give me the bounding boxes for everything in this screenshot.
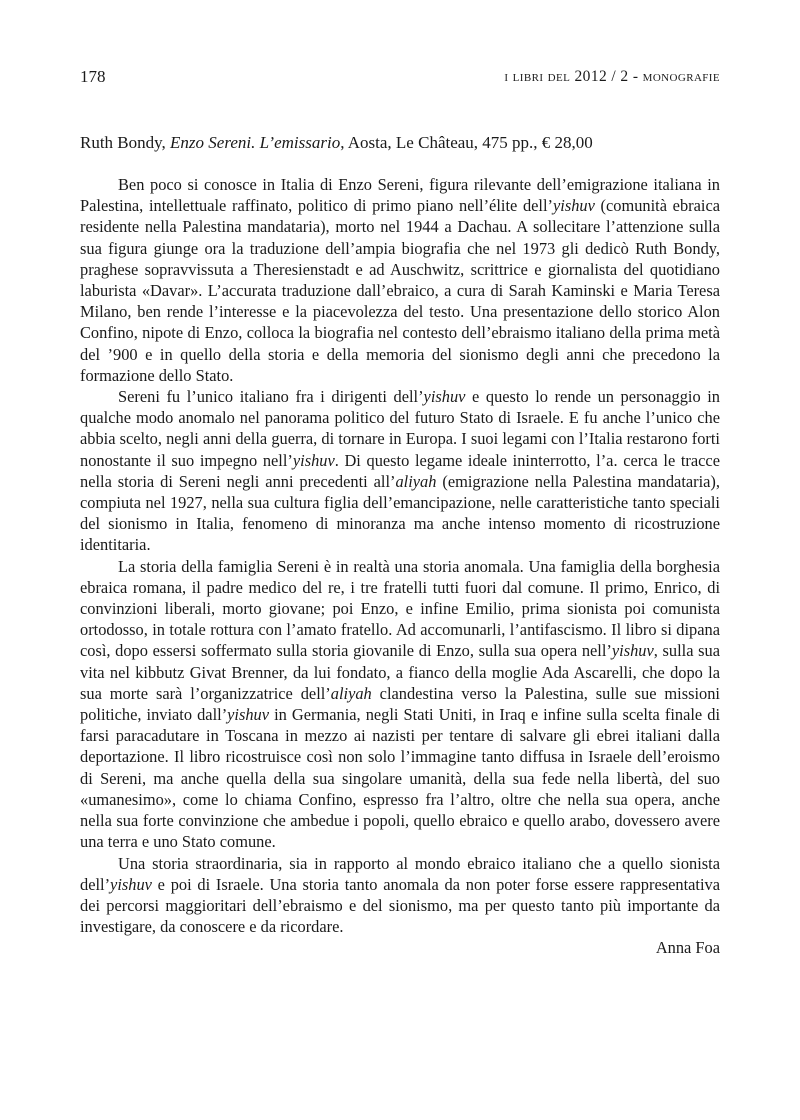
book-citation xyxy=(80,131,720,155)
italic-term: yishuv xyxy=(110,874,152,894)
text-run: Una storia straordinaria, sia in rapporto al mondo ebraico italiano che a quello sionista dell’ xyxy=(80,853,720,894)
italic-term: yishuv xyxy=(227,705,270,725)
text-run: (comunità ebraica residente nella Palestina mandataria), morto nel 1944 a Dachau. A sollecitare l’attenzione sulla sua figura giunge ora la traduzione dell’ampia biografia che nel 1973 gli dedicò Ruth Bondy, praghese sopravvissuta a Theresienstadt e ad Auschwitz, scrittrice e giornalista del quotidiano laburista «Davar». L’accurata traduzione dall’ebraico, a cura di Sarah Kaminski e Maria Teresa Milano, ben rende l’interesse e la piacevolezza del testo. Una presentazione dello storico Alon Confino, nipote di Enzo, colloca la biografia nel contesto dell’ebraismo italiano della prima metà del ’900 e in quello della storia e della memoria del sionismo degli anni che precedono la formazione dello Stato. xyxy=(80,196,720,385)
author-signature: Anna Foa xyxy=(655,938,720,958)
text-run: , sulla sua vita nel kibbutz Givat Brenner, da lui fondato, a fianco della moglie Ada Ascarelli, che dopo la sua morte sarà l’organizzatrice dell’ xyxy=(80,641,720,703)
text-run: La storia della famiglia Sereni è in realtà una storia anomala. Una famiglia della borghesia ebraica romana, il padre medico del re, i tre fratelli tutti fuori dal comune. Il primo, Enrico, di convinzioni liberali, morto giovane; poi Enzo, e infine Emilio, prima sionista poi comunista ortodosso, in totale rottura con l’amato fratello. Ad accomunarli, l’antifascismo. Il libro si dipana così, dopo essersi soffermato sulla storia giovanile di Enzo, sulla sua opera nell’ xyxy=(80,556,720,661)
italic-term: aliyah xyxy=(330,683,372,703)
text-run: . Di questo legame ideale ininterrotto, l’a. cerca le tracce nella storia di Sereni negli anni precedenti all’ xyxy=(80,450,720,491)
paragraph xyxy=(80,853,720,938)
paragraph xyxy=(80,556,720,853)
italic-term: yishuv xyxy=(423,387,466,407)
italic-term: yishuv xyxy=(292,450,335,470)
paragraph xyxy=(80,386,720,556)
text-run: e questo lo rende un personaggio in qualche modo anomalo nel panorama politico del futuro Stato di Israele. E fu anche l’unico che abbia scelto, negli anni della guerra, di tornare in Europa. I suoi legami con l’Italia restarono forti nonostante il suo impegno nell’ xyxy=(80,387,721,470)
review-body xyxy=(80,174,720,959)
text-run: in Germania, negli Stati Uniti, in Iraq e infine sulla scelta finale di farsi paracadutare in Toscana in mezzo ai nazisti per tentare di salvare gli ebrei italiani dalla deportazione. Il libro ricostruisce così non solo l’immagine tanto diffusa in Israele dell’eroismo di Sereni, ma anche quella della sua singolare umanità, della sua fede nella libertà, del suo «umanesimo», come lo chiama Confino, espresso fra l’altro, oltre che nella sua opera, anche nella sua forte convinzione che ambedue i popoli, quello ebraico e quello arabo, dovessero avere una terra e uno Stato comune. xyxy=(80,705,721,852)
text-run: (emigrazione nella Palestina mandataria), compiuta nel 1927, nella sua cultura figlia dell’emancipazione, nelle caratteristiche tanto speciali del sionismo in Italia, fenomeno di minoranza ma anche intenso momento di ricostruzione identitaria. xyxy=(80,471,720,555)
text-run: Ben poco si conosce in Italia di Enzo Sereni, figura rilevante dell’emigrazione italiana in Palestina, intellettuale raffinato, politico di primo piano nell’élite dell’ xyxy=(80,175,720,216)
citation-details: , Aosta, Le Château, 475 pp., € 28,00 xyxy=(340,133,593,152)
text-run: e poi di Israele. Una storia tanto anomala da non poter forse essere rappresentativa dei percorsi maggioritari dell’ebraismo e del sionismo, ma per questo tanto più importante da investigare, da conoscere e da ricordare. xyxy=(80,874,720,937)
citation-title: Enzo Sereni. L’emissario xyxy=(170,133,341,152)
citation-author: Ruth Bondy, xyxy=(80,133,171,152)
text-run: Sereni fu l’unico italiano fra i dirigenti dell’ xyxy=(118,387,424,407)
italic-term: aliyah xyxy=(395,471,437,491)
running-head: i libri del 2012 / 2 - monografie xyxy=(504,68,720,85)
italic-term: yishuv xyxy=(611,641,654,661)
page-header xyxy=(80,64,720,90)
paragraph xyxy=(80,174,720,386)
page-number: 178 xyxy=(80,67,106,86)
text-run: clandestina verso la Palestina, sulle sue missioni politiche, inviato dall’ xyxy=(80,683,720,725)
italic-term: yishuv xyxy=(553,196,595,216)
